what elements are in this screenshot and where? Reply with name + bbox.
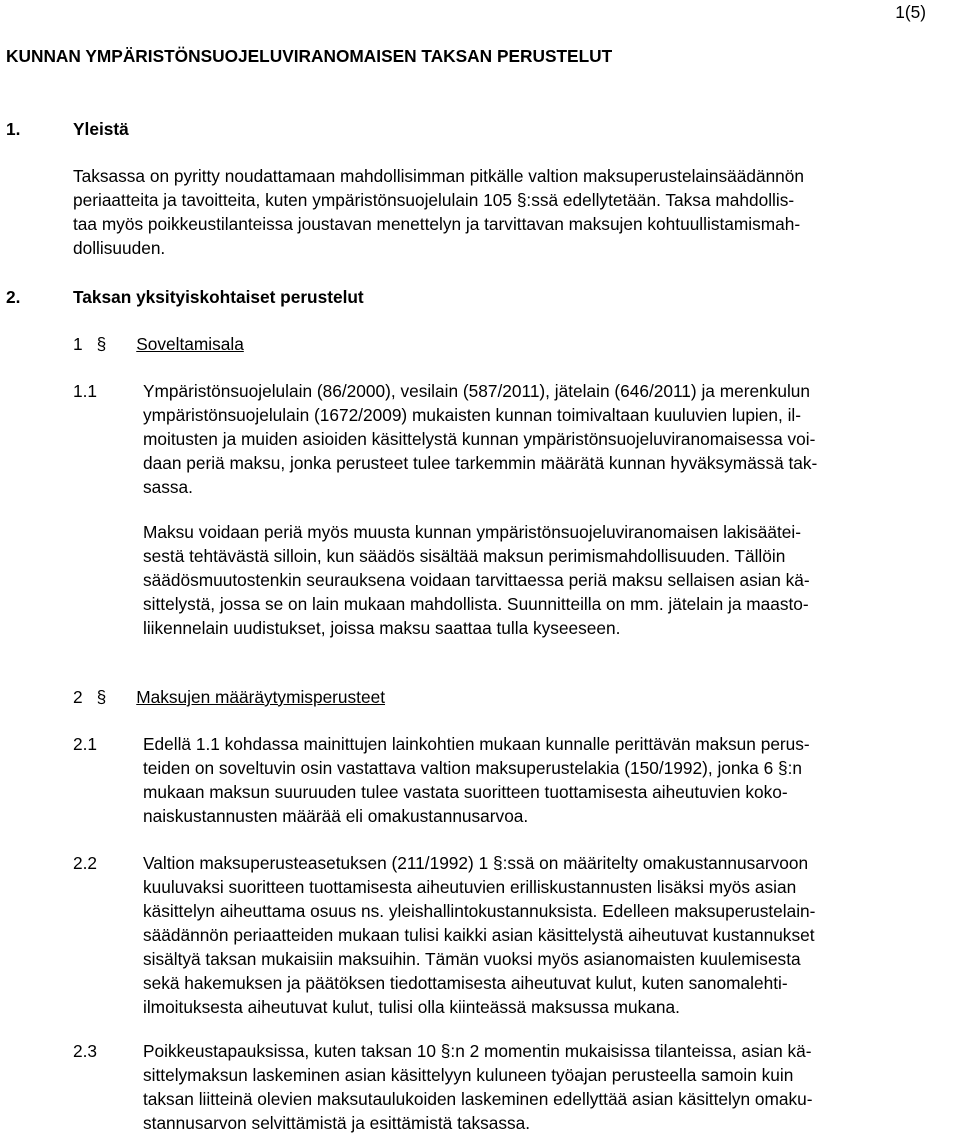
- document-title: KUNNAN YMPÄRISTÖNSUOJELUVIRANOMAISEN TAKSAN PERUSTELUT: [6, 46, 613, 66]
- paragraph-2-heading: [73, 685, 385, 709]
- item-1-1-number: 1.1: [73, 381, 98, 401]
- section-1-number: 1.: [6, 119, 21, 139]
- paragraph-2-title: Maksujen määräytymisperusteet: [136, 687, 386, 707]
- section-2-title: Taksan yksityiskohtaiset perustelut: [73, 287, 364, 307]
- paragraph-1-symbol: §: [96, 334, 107, 354]
- paragraph-1-heading: [73, 332, 244, 356]
- section-1-heading: [6, 117, 129, 141]
- item-2-3-text: Poikkeustapauksissa, kuten taksan 10 §:n 2 momentin mukaisissa tilanteissa, asian kä- sittelymaksun laskeminen asian käsittelyyn kuluneen työajan perusteella samoin kuin taksan liitteinä olevien maksutaulukoiden laskeminen edellyttää asian käsittelyn omaku- stannusarvon selvittämistä ja esittämistä taksassa.: [143, 1041, 813, 1133]
- item-2-1-number: 2.1: [73, 734, 98, 754]
- paragraph-2-number: 2: [73, 687, 83, 707]
- section-1-title: Yleistä: [73, 119, 129, 139]
- paragraph-1-title: Soveltamisala: [136, 334, 244, 354]
- item-2-2-text: Valtion maksuperusteasetuksen (211/1992) 1 §:ssä on määritelty omakustannusarvoon kuuluvaksi suoritteen tuottamisesta aiheutuvien erilliskustannusten lisäksi myös asian käsittelyn aiheuttama osuus ns. yleishallintokustannuksista. Edelleen maksuperustelain- säädännön periaatteiden mukaan tulisi kaikki asian käsittelystä aiheutuvat kustannukset sisältyä taksan mukaisiin maksuihin. Tämän vuoksi myös asianomaisten kuulemisesta sekä hakemuksen ja päätöksen tiedottamisesta aiheutuvat kulut, kuten sanomalehti- ilmoituksesta aiheutuvat kulut, tulisi olla kiinteässä maksussa mukana.: [143, 853, 816, 1017]
- item-2-2-number: 2.2: [73, 853, 98, 873]
- item-2-1-text: Edellä 1.1 kohdassa mainittujen lainkohtien mukaan kunnalle perittävän maksun perus- teiden on soveltuvin osin vastattava valtion maksuperustelakia (150/1992), jonka 6 §:n mukaan maksun suuruuden tulee vastata suoritteen tuottamisesta aiheutuvien koko- naiskustannusten määrää eli omakustannusarvoa.: [143, 734, 810, 826]
- paragraph-1-number: 1: [73, 334, 83, 354]
- item-1-1-text: Ympäristönsuojelulain (86/2000), vesilain (587/2011), jätelain (646/2011) ja merenkulun ympäristönsuojelulain (1672/2009) mukaisten kunnan toimivaltaan kuuluvien lupien, il- moitusten ja muiden asioiden käsittelystä kunnan ympäristönsuojeluviranomaisessa voi- daan periä maksu, jonka perusteet tulee tarkemmin määrätä kunnan hyväksymässä tak- sassa.: [143, 381, 818, 497]
- page-number: 1(5): [895, 2, 926, 22]
- item-1-1-text-2: Maksu voidaan periä myös muusta kunnan ympäristönsuojeluviranomaisen lakisäätei- sestä tehtävästä silloin, kun säädös sisältää maksun perimismahdollisuuden. Tällöin säädösmuutostenkin seurauksena voidaan tarvittaessa periä maksu sellaisen asian kä- sittelystä, jossa se on lain mukaan mahdollista. Suunnitteilla on mm. jätelain ja maasto- liikennelain uudistukset, joissa maksu saattaa tulla kyseeseen.: [143, 522, 810, 638]
- item-2-3-number: 2.3: [73, 1041, 98, 1061]
- section-1-text: Taksassa on pyritty noudattamaan mahdollisimman pitkälle valtion maksuperustelainsäädännön periaatteita ja tavoitteita, kuten ympäristönsuojelulain 105 §:ssä edellytetään. Taksa mahdollis- taa myös poikkeustilanteissa joustavan menettelyn ja tarvittavan maksujen kohtuullistamismah- dollisuuden.: [73, 166, 805, 258]
- paragraph-2-symbol: §: [96, 687, 107, 707]
- section-2-heading: [6, 285, 364, 309]
- section-2-number: 2.: [6, 287, 21, 307]
